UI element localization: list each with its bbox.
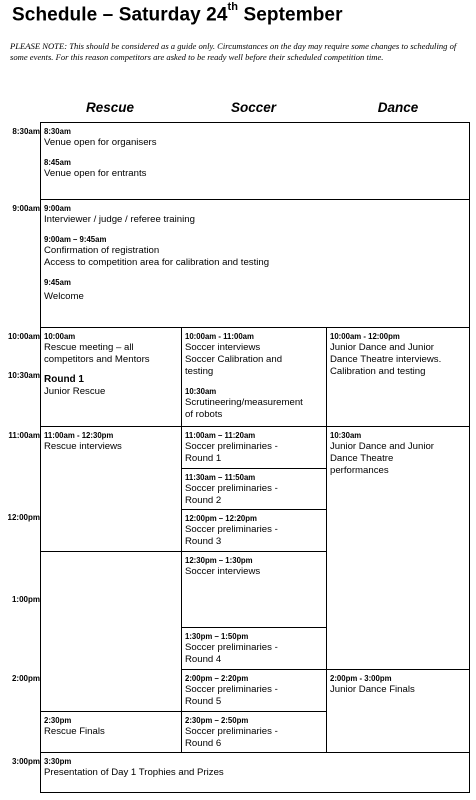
entry-time: 10:00am - 12:00pm [330, 332, 400, 341]
please-note: PLEASE NOTE: This should be considered as a guide only. Circumstances on the day may require some changes to scheduling of some events. For this reason competitors are asked to be ready well before their scheduled competition time. [10, 41, 457, 62]
entry-text: Soccer Calibration and [185, 354, 283, 365]
entry-time: 11:00am - 12:30pm [44, 431, 114, 440]
soccer-block-round-6 [182, 712, 326, 752]
soccer-block-interviews [182, 328, 326, 426]
time-label: 11:00am [8, 431, 40, 440]
dance-block-performances [327, 427, 469, 669]
entry-text: Round 1 [185, 453, 222, 464]
entry-text: Soccer preliminaries - [185, 642, 278, 653]
schedule-block-venue-open [41, 123, 469, 199]
entry-text: Soccer interviews [185, 566, 261, 577]
time-label: 9:00am [12, 204, 40, 213]
entry-text: Dance Theatre interviews. [330, 354, 442, 365]
page-title: Schedule – Saturday 24th September [12, 1, 343, 26]
entry-time: 9:00am [44, 204, 71, 213]
entry-time: 9:45am [44, 278, 71, 287]
time-label: 10:00am [7, 332, 40, 341]
entry-text: Calibration and testing [330, 366, 426, 377]
soccer-block-round-4 [182, 628, 326, 669]
entry-text: Round 3 [185, 536, 222, 547]
entry-text: Venue open for organisers [44, 137, 157, 148]
entry-text: Interviewer / judge / referee training [44, 214, 195, 225]
soccer-block-round-2 [182, 469, 326, 509]
entry-time: 10:30am [185, 387, 217, 396]
entry-text: Junior Dance Finals [330, 684, 415, 695]
rescue-block-meeting [41, 328, 181, 426]
time-label: 8:30am [12, 127, 40, 136]
entry-text: Rescue interviews [44, 441, 122, 452]
entry-time: 8:30am [44, 127, 71, 136]
soccer-block-round-5 [182, 670, 326, 711]
rescue-block-finals [41, 712, 181, 752]
dance-block-interviews [327, 328, 469, 426]
entry-time: 1:30pm – 1:50pm [185, 632, 249, 641]
entry-text: Access to competition area for calibration and testing [44, 257, 270, 268]
column-header-rescue: Rescue [85, 100, 135, 115]
entry-time: 11:00am – 11:20am [185, 431, 256, 440]
round-heading: Round 1 [44, 374, 84, 385]
entry-time: 9:00am – 9:45am [44, 235, 107, 244]
entry-text: Round 6 [185, 738, 222, 749]
entry-text: Junior Dance and Junior [330, 441, 434, 452]
entry-time: 2:30pm – 2:50pm [185, 716, 249, 725]
entry-time: 12:30pm – 1:30pm [185, 556, 253, 565]
entry-time: 2:00pm – 2:20pm [185, 674, 249, 683]
entry-text: Soccer preliminaries - [185, 524, 278, 535]
entry-text: of robots [185, 409, 223, 420]
entry-text: Round 4 [185, 654, 222, 665]
entry-time: 11:30am – 11:50am [185, 473, 256, 482]
entry-time: 10:00am - 11:00am [185, 332, 254, 341]
entry-text: Rescue meeting – all [44, 342, 134, 353]
entry-time: 3:30pm [44, 757, 72, 766]
schedule-block-presentation [41, 753, 469, 792]
entry-text: Welcome [44, 291, 84, 302]
time-label: 3:00pm [11, 757, 40, 766]
entry-text: Rescue Finals [44, 726, 105, 737]
entry-time: 2:30pm [44, 716, 72, 725]
entry-time: 12:00pm – 12:20pm [185, 514, 257, 523]
entry-text: Soccer interviews [185, 342, 261, 353]
entry-text: Dance Theatre [330, 453, 394, 464]
entry-text: testing [185, 366, 214, 377]
entry-text: Junior Rescue [44, 386, 106, 397]
column-header-dance: Dance [377, 100, 419, 115]
soccer-block-round-3 [182, 510, 326, 551]
schedule-block-training [41, 200, 469, 327]
entry-text: Soccer preliminaries - [185, 483, 278, 494]
entry-text: performances [330, 465, 389, 476]
entry-text: Confirmation of registration [44, 245, 160, 256]
entry-text: Venue open for entrants [44, 168, 147, 179]
entry-text: Scrutineering/measurement [185, 397, 303, 408]
entry-text: Soccer preliminaries - [185, 441, 278, 452]
time-label: 2:00pm [11, 674, 40, 683]
soccer-block-interviews-2 [182, 552, 326, 627]
soccer-block-round-1 [182, 427, 326, 468]
entry-text: Soccer preliminaries - [185, 684, 278, 695]
entry-text: Round 5 [185, 696, 222, 707]
entry-text: Presentation of Day 1 Trophies and Prizes [44, 767, 224, 778]
entry-text: Junior Dance and Junior [330, 342, 434, 353]
entry-text: competitors and Mentors [44, 354, 150, 365]
time-label: 10:30am [7, 371, 40, 380]
dance-block-finals [327, 670, 469, 752]
time-label: 12:00pm [7, 513, 40, 522]
column-header-soccer: Soccer [230, 100, 277, 115]
entry-time: 10:00am [44, 332, 76, 341]
entry-text: Soccer preliminaries - [185, 726, 278, 737]
entry-time: 2:00pm - 3:00pm [330, 674, 392, 683]
entry-time: 8:45am [44, 158, 71, 167]
rescue-block-interviews [41, 427, 181, 551]
entry-text: Round 2 [185, 495, 222, 506]
time-label: 1:00pm [11, 595, 40, 604]
entry-time: 10:30am [330, 431, 362, 440]
